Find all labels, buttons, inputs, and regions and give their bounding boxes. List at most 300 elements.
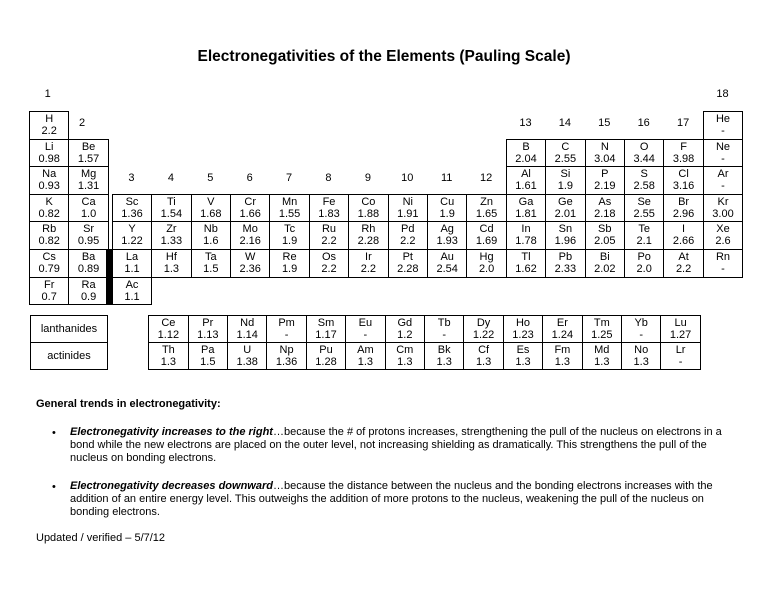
element-cell (466, 249, 506, 278)
element-symbol: Pt (402, 251, 413, 263)
element-cell (503, 342, 543, 370)
element-symbol: Rh (361, 223, 376, 236)
electronegativity-value: 2.2 (321, 263, 337, 275)
element-symbol: Ir (365, 251, 372, 263)
electronegativity-value: 2.0 (636, 263, 652, 275)
electronegativity-value: 1.3 (515, 356, 531, 368)
electronegativity-value: 1.38 (236, 356, 258, 368)
element-cell (266, 315, 306, 343)
group-label: 5 (207, 172, 214, 184)
element-cell (506, 221, 546, 250)
bullet-marker: • (52, 427, 56, 439)
electronegativity-value: 1.96 (554, 235, 577, 248)
electronegativity-value: 2.6 (715, 235, 731, 248)
electronegativity-value: 1.66 (239, 207, 261, 220)
electronegativity-value: 2.1 (636, 235, 652, 248)
element-cell (703, 139, 743, 168)
electronegativity-value: 1.5 (203, 263, 219, 275)
element-symbol: Pm (278, 317, 295, 329)
element-symbol: B (522, 140, 530, 153)
electronegativity-value: 2.2 (675, 263, 692, 275)
electronegativity-value: 0.79 (38, 263, 60, 275)
trends-heading-suffix: : (216, 398, 221, 410)
element-cell (703, 249, 743, 278)
element-cell (68, 139, 108, 168)
electronegativity-value: 0.9 (80, 290, 97, 303)
element-cell (230, 221, 270, 250)
electronegativity-value: 1.78 (515, 235, 537, 248)
element-cell (427, 194, 467, 223)
electronegativity-value: 2.28 (357, 235, 380, 248)
element-cell (624, 194, 664, 223)
element-symbol: Th (161, 344, 175, 356)
element-symbol: Bk (437, 344, 451, 356)
element-cell (29, 249, 69, 278)
group-label: 1 (44, 88, 51, 100)
element-cell (112, 221, 152, 250)
electronegativity-value: 1.83 (318, 207, 340, 220)
element-symbol: W (245, 251, 256, 263)
element-cell (269, 221, 309, 250)
element-cell (348, 249, 388, 278)
electronegativity-value: 1.3 (357, 356, 374, 368)
electronegativity-value: 1.33 (160, 235, 183, 248)
element-symbol: Dy (476, 317, 491, 329)
element-cell (506, 249, 546, 278)
element-symbol: Ho (515, 317, 531, 329)
element-symbol: Ti (167, 195, 176, 208)
element-symbol: Zn (480, 195, 493, 208)
electronegativity-value: 1.3 (436, 356, 452, 368)
element-cell (582, 342, 622, 370)
element-cell (506, 139, 546, 168)
electronegativity-value: 1.23 (512, 329, 534, 341)
element-symbol: Sb (598, 223, 612, 236)
element-cell (191, 194, 231, 223)
trends-heading (36, 398, 221, 410)
element-symbol: Ru (321, 223, 337, 236)
element-cell (348, 221, 388, 250)
element-cell (506, 166, 546, 195)
electronegativity-value: 1.81 (515, 207, 537, 220)
element-symbol: As (598, 195, 612, 208)
element-symbol: S (640, 168, 648, 181)
element-cell (68, 194, 108, 223)
element-cell (660, 342, 700, 370)
element-cell (112, 277, 152, 306)
electronegativity-value: 2.0 (478, 263, 495, 275)
element-symbol: Tl (521, 251, 531, 263)
group-label: 14 (558, 117, 571, 129)
electronegativity-value: 2.54 (436, 263, 458, 275)
element-symbol: Mo (242, 223, 258, 236)
element-cell (306, 315, 346, 343)
f-block-separator (106, 249, 112, 305)
group-label: 4 (167, 172, 174, 184)
electronegativity-value: 3.16 (672, 180, 695, 193)
electronegativity-value: 1.22 (472, 329, 495, 341)
element-symbol: Co (361, 195, 376, 208)
electronegativity-value: 1.14 (236, 329, 258, 341)
element-cell (506, 194, 546, 223)
element-symbol: Ac (125, 278, 139, 291)
element-cell (466, 221, 506, 250)
element-cell (148, 315, 188, 343)
electronegativity-value: 1.36 (275, 356, 298, 368)
electronegativity-value: 1.9 (439, 207, 455, 220)
electronegativity-value: - (678, 356, 683, 368)
element-symbol: Cu (440, 195, 455, 208)
element-cell (345, 315, 385, 343)
electronegativity-value: 2.55 (554, 152, 577, 165)
element-symbol: Am (357, 344, 374, 356)
trend-bullet-down (70, 480, 740, 519)
electronegativity-value: - (639, 329, 644, 341)
element-cell (503, 315, 543, 343)
electronegativity-value: 1.93 (436, 235, 458, 248)
element-cell (309, 194, 349, 223)
electronegativity-value: 1.25 (591, 329, 613, 341)
electronegativity-value: 1.0 (80, 207, 97, 220)
element-symbol: Yb (634, 317, 648, 329)
electronegativity-value: 1.5 (200, 356, 216, 368)
element-symbol: Be (81, 140, 96, 153)
group-label: 12 (479, 172, 493, 184)
electronegativity-value: 2.2 (321, 235, 337, 248)
element-cell (68, 277, 108, 306)
element-cell (388, 194, 428, 223)
electronegativity-value: 1.68 (200, 207, 222, 220)
element-symbol: Br (678, 195, 690, 208)
group-label: 2 (79, 117, 86, 129)
trend-bullet-right (70, 426, 740, 465)
element-cell (309, 249, 349, 278)
element-symbol: F (680, 140, 687, 153)
group-label: 8 (325, 172, 332, 184)
element-cell (29, 194, 69, 223)
element-symbol: Xe (716, 223, 730, 236)
element-symbol: Ra (81, 278, 96, 291)
electronegativity-value: 1.88 (357, 207, 380, 220)
electronegativity-value: 3.00 (712, 207, 734, 220)
element-symbol: Al (521, 168, 531, 181)
element-symbol: Sn (558, 223, 573, 236)
element-symbol: Cf (478, 344, 490, 356)
group-label: 7 (286, 172, 293, 184)
element-symbol: Pd (401, 223, 415, 236)
trend-bullet-bold: Electronegativity increases to the right (70, 426, 273, 438)
element-symbol: Hg (479, 251, 494, 263)
element-cell (345, 342, 385, 370)
element-cell (29, 139, 69, 168)
element-symbol: Gd (397, 317, 413, 329)
element-cell (68, 249, 108, 278)
electronegativity-value: 2.05 (594, 235, 616, 248)
element-symbol: Pr (202, 317, 214, 329)
group-label: 6 (246, 172, 253, 184)
element-cell (663, 139, 703, 168)
element-symbol: Lu (674, 317, 687, 329)
electronegativity-value: 1.12 (157, 329, 180, 341)
element-cell (230, 249, 270, 278)
element-symbol: Os (321, 251, 337, 263)
electronegativity-value: 1.91 (397, 207, 419, 220)
element-symbol: Sr (83, 223, 95, 236)
electronegativity-value: 2.2 (400, 235, 416, 248)
element-symbol: Tb (437, 317, 451, 329)
element-cell (624, 221, 664, 250)
element-cell (188, 315, 228, 343)
bullet-marker: • (52, 481, 56, 493)
electronegativity-value: 0.7 (41, 290, 57, 303)
element-cell (585, 249, 625, 278)
element-cell (427, 249, 467, 278)
element-cell (191, 221, 231, 250)
element-cell (309, 221, 349, 250)
element-cell (148, 342, 188, 370)
element-cell (191, 249, 231, 278)
electronegativity-value: - (284, 329, 289, 341)
element-symbol: Es (516, 344, 530, 356)
element-cell (703, 221, 743, 250)
element-cell (663, 166, 703, 195)
element-cell (545, 221, 585, 250)
element-cell (542, 342, 582, 370)
group-label: 10 (401, 172, 414, 184)
element-symbol: Sm (317, 317, 335, 329)
electronegativity-value: 1.65 (475, 207, 498, 220)
element-cell (385, 315, 425, 343)
element-cell (385, 342, 425, 370)
element-symbol: Nd (240, 317, 255, 329)
electronegativity-value: 0.98 (38, 152, 60, 165)
element-cell (29, 277, 69, 306)
element-symbol: Rb (42, 223, 57, 236)
element-cell (388, 221, 428, 250)
element-symbol: Ce (161, 317, 176, 329)
element-cell (269, 194, 309, 223)
electronegativity-value: 1.3 (160, 356, 177, 368)
element-cell (112, 249, 152, 278)
electronegativity-value: 1.2 (397, 329, 413, 341)
element-symbol: Ga (518, 195, 534, 208)
electronegativity-value: 1.28 (315, 356, 337, 368)
element-cell (545, 194, 585, 223)
element-cell (624, 166, 664, 195)
electronegativity-value: 1.22 (121, 235, 143, 248)
electronegativity-value: 1.27 (669, 329, 692, 341)
element-symbol: Re (282, 251, 297, 263)
updated-note: Updated / verified – 5/7/12 (36, 532, 166, 544)
element-cell (266, 342, 306, 370)
element-cell (29, 221, 69, 250)
group-label: 17 (676, 117, 690, 129)
element-symbol: Pu (319, 344, 333, 356)
electronegativity-value: 2.18 (594, 207, 616, 220)
element-symbol: Fm (554, 344, 571, 356)
electronegativity-value: 2.36 (239, 263, 261, 275)
element-cell (112, 194, 152, 223)
group-label: 9 (364, 172, 371, 184)
electronegativity-value: - (442, 329, 447, 341)
element-symbol: Np (279, 344, 294, 356)
element-symbol: Cl (678, 168, 689, 181)
electronegativity-value: 1.31 (77, 180, 100, 193)
electronegativity-value: 2.58 (633, 180, 655, 193)
electronegativity-value: 1.54 (160, 207, 183, 220)
electronegativity-value: 2.19 (594, 180, 616, 193)
element-cell (624, 249, 664, 278)
element-symbol: Tm (593, 317, 610, 329)
group-label: 16 (637, 117, 650, 129)
element-cell (585, 139, 625, 168)
element-symbol: Fe (322, 195, 336, 208)
electronegativity-value: 1.9 (557, 180, 574, 193)
element-symbol: Au (440, 251, 454, 263)
electronegativity-value: 2.2 (360, 263, 377, 275)
element-symbol: Ni (402, 195, 413, 208)
element-cell (348, 194, 388, 223)
element-symbol: I (682, 223, 686, 236)
electronegativity-value: 1.3 (594, 356, 610, 368)
trend-bullet-bold: Electronegativity decreases downward (70, 480, 273, 492)
element-cell (269, 249, 309, 278)
element-symbol: At (678, 251, 689, 263)
element-symbol: Y (128, 223, 136, 236)
element-symbol: In (521, 223, 531, 236)
electronegativity-value: 1.3 (397, 356, 413, 368)
element-cell (703, 111, 743, 140)
element-cell (582, 315, 622, 343)
element-cell (621, 342, 661, 370)
electronegativity-value: 1.3 (633, 356, 649, 368)
group-label: 3 (128, 172, 135, 184)
electronegativity-value: 3.98 (672, 152, 695, 165)
electronegativity-value: 2.96 (672, 207, 695, 220)
electronegativity-value: 1.13 (197, 329, 219, 341)
electronegativity-value: 2.55 (633, 207, 655, 220)
f-block-row-label: lanthanides (30, 315, 108, 343)
element-symbol: Cm (396, 344, 414, 356)
electronegativity-value: 0.82 (38, 235, 60, 248)
element-symbol: Ca (81, 195, 96, 208)
element-cell (585, 194, 625, 223)
element-cell (663, 194, 703, 223)
element-symbol: Kr (717, 195, 729, 208)
element-cell (427, 221, 467, 250)
element-symbol: Na (42, 168, 57, 181)
element-symbol: Cr (244, 195, 256, 208)
element-symbol: Lr (675, 344, 686, 356)
electronegativity-value: - (721, 152, 725, 165)
element-symbol: O (639, 140, 649, 153)
element-cell (624, 139, 664, 168)
element-symbol: U (243, 344, 252, 356)
element-cell (463, 315, 503, 343)
electronegativity-value: 2.2 (41, 125, 57, 137)
electronegativity-value: 1.24 (551, 329, 574, 341)
element-symbol: Mg (80, 168, 97, 181)
electronegativity-value: 3.04 (594, 152, 616, 165)
element-cell (660, 315, 700, 343)
electronegativity-value: 1.61 (515, 180, 537, 193)
element-cell (68, 221, 108, 250)
electronegativity-value: - (721, 125, 725, 137)
element-cell (466, 194, 506, 223)
element-symbol: V (207, 195, 215, 208)
element-symbol: Sc (125, 195, 139, 208)
element-cell (227, 342, 267, 370)
element-symbol: Rn (715, 251, 731, 263)
electronegativity-value: - (721, 180, 725, 193)
electronegativity-value: 2.33 (554, 263, 577, 275)
electronegativity-value: 1.3 (475, 356, 492, 368)
element-symbol: Ge (558, 195, 573, 208)
element-symbol: Mn (281, 195, 298, 208)
group-label: 13 (519, 117, 532, 129)
element-symbol: La (125, 251, 139, 263)
element-cell (151, 221, 191, 250)
element-cell (542, 315, 582, 343)
electronegativity-value: 3.44 (633, 152, 655, 165)
element-cell (29, 166, 69, 195)
element-cell (227, 315, 267, 343)
f-block-row-label: actinides (30, 342, 108, 370)
element-symbol: Pb (558, 251, 573, 263)
electronegativity-value: 2.01 (554, 207, 577, 220)
element-symbol: Cd (479, 223, 494, 236)
element-cell (188, 342, 228, 370)
element-cell (424, 315, 464, 343)
element-cell (388, 249, 428, 278)
element-symbol: Zr (166, 223, 177, 236)
element-symbol: Pa (201, 344, 215, 356)
electronegativity-value: 1.9 (281, 235, 298, 248)
electronegativity-value: 2.04 (515, 152, 537, 165)
trend-bullet-text: …because the # of protons increases, strengthening the pull of the nucleus on electrons in a bond while the new electrons are placed on the outer level, not increasing shielding as dramatically. This strengthens the pull of the nucleus on bonding electrons. (70, 426, 722, 464)
electronegativity-value: 1.69 (475, 235, 498, 248)
element-symbol: Nb (203, 223, 218, 236)
element-symbol: Hf (165, 251, 177, 263)
element-symbol: He (715, 113, 731, 125)
electronegativity-value: 2.02 (594, 263, 616, 275)
electronegativity-value: 1.17 (315, 329, 337, 341)
electronegativity-value: 0.82 (38, 207, 60, 220)
element-cell (703, 166, 743, 195)
element-symbol: Bi (599, 251, 610, 263)
element-symbol: Eu (358, 317, 373, 329)
electronegativity-value: 2.16 (239, 235, 261, 248)
element-symbol: C (561, 140, 570, 153)
electronegativity-value: 0.93 (38, 180, 60, 193)
electronegativity-value: 2.66 (672, 235, 695, 248)
element-cell (151, 194, 191, 223)
element-symbol: N (600, 140, 609, 153)
element-symbol: Se (637, 195, 651, 208)
element-cell (663, 249, 703, 278)
element-cell (703, 194, 743, 223)
element-symbol: Cs (42, 251, 56, 263)
electronegativity-value: - (363, 329, 368, 341)
electronegativity-value: 1.62 (515, 263, 537, 275)
element-symbol: K (45, 195, 53, 208)
page-title: Electronegativities of the Elements (Pauling Scale) (197, 48, 571, 65)
trend-bullet-text: …because the distance between the nucleus and the bonding electrons increases with the addition of an entire energy level. This outweighs the addition of more protons to the nucleus, weakening the pull of the nucleus on bonding electrons. (70, 480, 713, 518)
group-label: 18 (716, 88, 729, 100)
element-cell (663, 221, 703, 250)
group-label: 15 (598, 117, 611, 129)
element-cell (621, 315, 661, 343)
